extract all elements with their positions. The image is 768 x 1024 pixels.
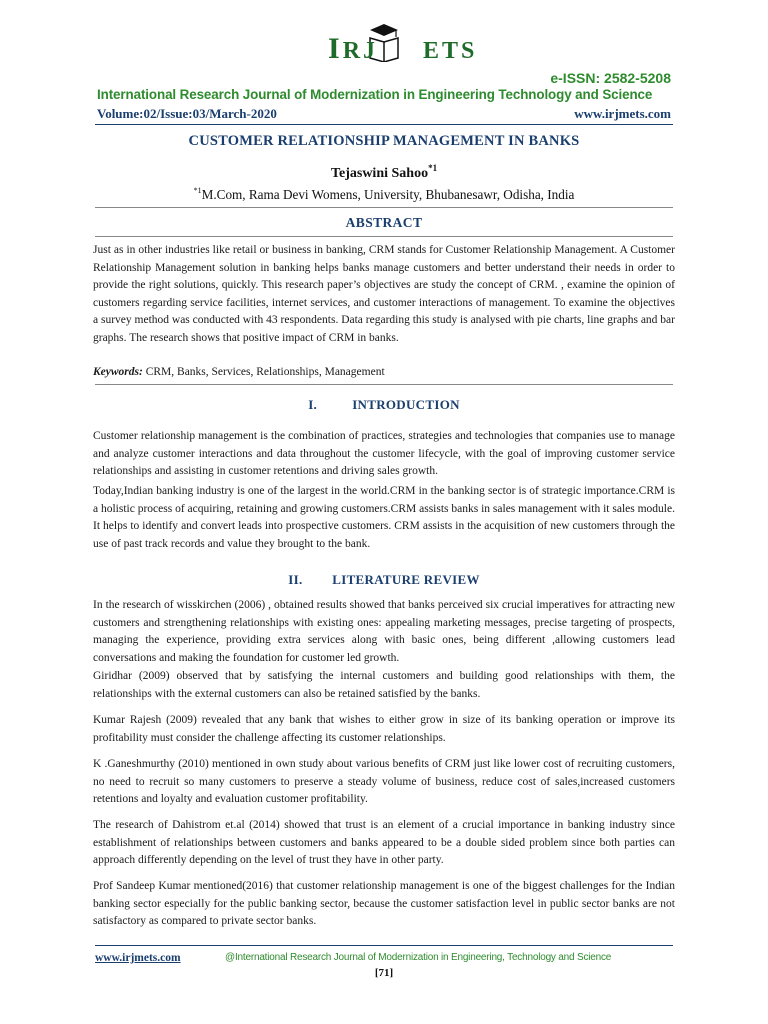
abstract-rule-top bbox=[95, 207, 673, 208]
issn: e-ISSN: 2582-5208 bbox=[550, 70, 671, 86]
abstract-rule-bottom bbox=[95, 236, 673, 237]
keywords-divider bbox=[95, 384, 673, 385]
paragraph: Giridhar (2009) observed that by satisfying the internal customers and building good relationships with them, the relationships with the external customers can also be retained satisfied by the banks. bbox=[93, 670, 675, 700]
journal-name: International Research Journal of Modernization in Engineering Technology and Science bbox=[97, 87, 653, 102]
paragraph: The research of Dahistrom et.al (2014) showed that trust is an element of a crucial importance in banking industry since establishment of relationships between customers and banks appeared to be a double sided problem since both parties can approach differently depending on the level of trust they have in other party. bbox=[93, 819, 675, 867]
journal-logo bbox=[328, 18, 478, 70]
journal-website[interactable]: www.irjmets.com bbox=[574, 106, 671, 121]
header-divider bbox=[95, 124, 673, 125]
paragraph: In the research of wisskirchen (2006) , obtained results showed that banks perceived six crucial imperatives for attracting new customers and strengthening relationships with existing ones: appealing marketing messages, precise targeting of prospects, managing the experience, providing extra services along with basic ones, being different ,allowing customers lead conversations and making the foundation for customer led growth. bbox=[93, 599, 675, 664]
author-affiliation: $^{*1}$M.Com, Rama Devi Womens, University, Bhubanesawr, Odisha, India bbox=[193, 186, 575, 202]
footer-website-link[interactable]: www.irjmets.com bbox=[95, 952, 181, 964]
abstract-text: Just as in other industries like retail or business in banking, CRM stands for Customer Relationship Management. A Customer Relationship Management solution in banking helps banks manage customers and better understand their needs in order to provide the right solutions, quickly. This research paper’s objectives are study the concept of CRM. , examine the opinion of customers regarding service facilities, internet services, and customer interactions of management. To examine the objectives a survey method was conducted with 43 respondents. Data regarding this study is analysed with pie charts, line graphs and bar graphs. The research shows that positive impact of CRM in banks. bbox=[93, 244, 675, 344]
section-heading-literature-review: II. LITERATURE REVIEW bbox=[288, 572, 480, 587]
paragraph: Prof Sandeep Kumar mentioned(2016) that customer relationship management is one of the biggest challenges for the Indian banking sector especially for the public banking sector, because the customer satisfaction level in public sector banks are not satisfactory as compared to private sector banks. bbox=[93, 880, 675, 928]
paragraph: Kumar Rajesh (2009) revealed that any bank that wishes to either grow in size of its banking operation or improve its profitability must consider the challenge affecting its customer relationships. bbox=[93, 714, 675, 744]
footer-copyright: @International Research Journal of Modernization in Engineering, Technology and Science bbox=[225, 952, 612, 963]
paragraph: Today,Indian banking industry is one of the largest in the world.CRM in the banking sector is of strategic importance.CRM is a holistic process of acquiring, retaining and growing customers.CRM assists banks in sales management with it sales module. It helps to identify and convert leads into prospective customers. CRM assists in the acquisition of new customers through the use of past track records and value they brought to the bank. bbox=[93, 485, 675, 550]
page-number: [71] bbox=[374, 967, 394, 979]
keywords: Keywords: CRM, Banks, Services, Relationships, Management bbox=[93, 366, 385, 378]
paragraph: Customer relationship management is the combination of practices, strategies and technologies that companies use to manage and analyze customer interactions and data throughout the customer lifecycle, with the goal of improving customer service relationships and assisting in customer retentions and driving sales growth. bbox=[93, 430, 675, 478]
abstract-heading: ABSTRACT bbox=[345, 215, 423, 230]
section-heading-introduction: I. INTRODUCTION bbox=[308, 397, 460, 412]
paper-title: CUSTOMER RELATIONSHIP MANAGEMENT IN BANKS bbox=[188, 133, 580, 149]
logo-wordmark: IRJ ETS bbox=[328, 32, 478, 65]
paragraph: K .Ganeshmurthy (2010) mentioned in own study about various benefits of CRM just like lower cost of recruiting customers, no need to recruit so many customers to preserve a steady volume of business, reduce cost of sales,increased customers retentions and loyalty and evaluation customer profitability. bbox=[93, 758, 675, 806]
volume-issue: Volume:02/Issue:03/March-2020 bbox=[97, 106, 277, 121]
author-name: Tejaswini Sahoo$^{*1}$ bbox=[330, 163, 438, 181]
footer-divider bbox=[95, 945, 673, 946]
